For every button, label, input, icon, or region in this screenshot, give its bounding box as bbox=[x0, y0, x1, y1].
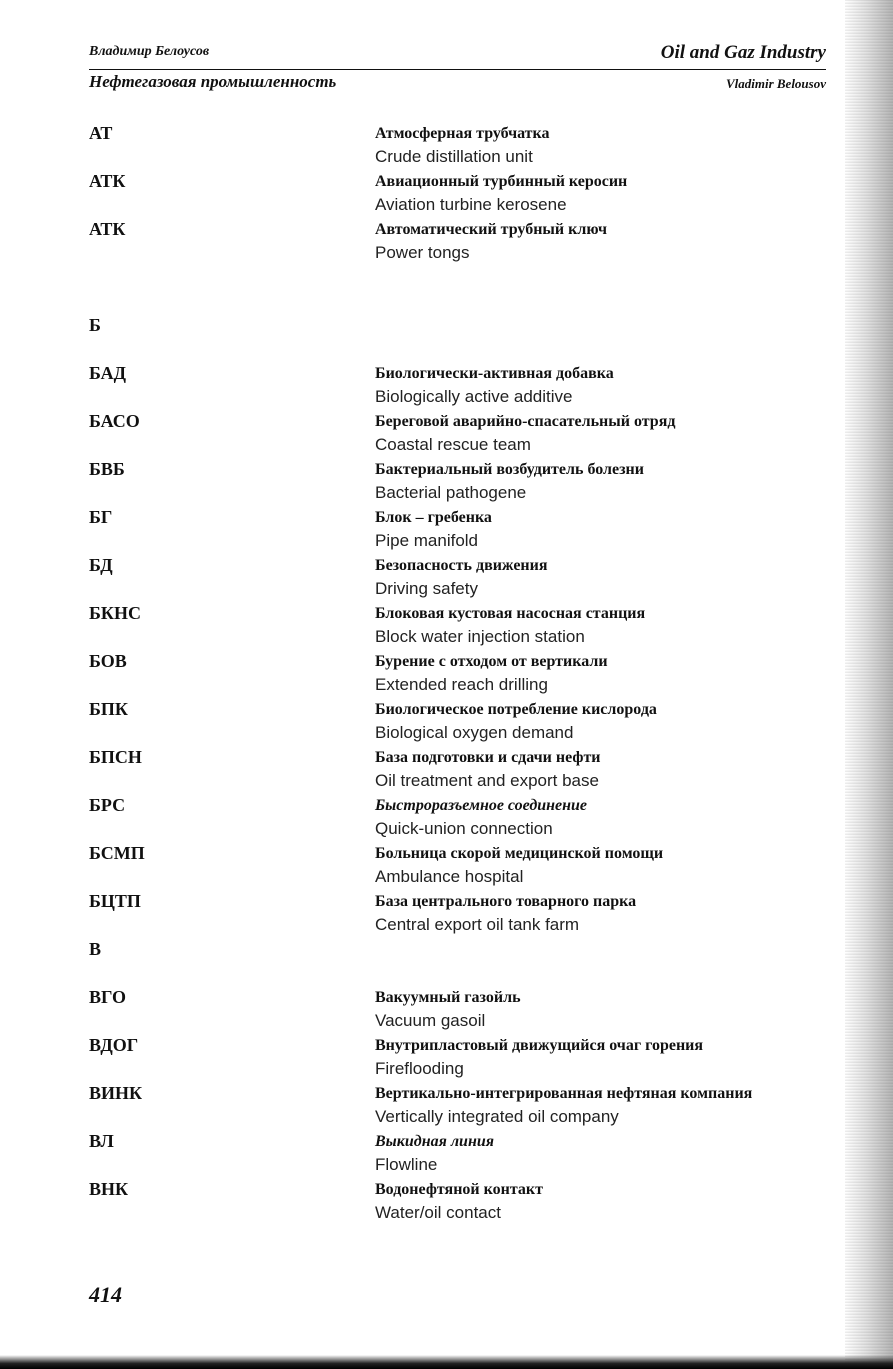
glossary-entry bbox=[89, 170, 829, 218]
entry-russian-term: Береговой аварийно-спасательный отряд bbox=[375, 413, 676, 430]
entry-english-term: Block water injection station bbox=[375, 627, 585, 646]
glossary-entry bbox=[89, 794, 829, 842]
entry-english-term: Fireflooding bbox=[375, 1059, 464, 1078]
entry-russian-term: База подготовки и сдачи нефти bbox=[375, 749, 601, 766]
entry-english-term: Aviation turbine kerosene bbox=[375, 195, 567, 214]
entry-abbreviation: ВДОГ bbox=[89, 1035, 139, 1055]
section-letter bbox=[89, 938, 829, 986]
entry-abbreviation: БПСН bbox=[89, 747, 142, 767]
entry-russian-term: Быстроразъемное соединение bbox=[375, 797, 588, 814]
entry-english-term: Extended reach drilling bbox=[375, 675, 548, 694]
entry-abbreviation: ВЛ bbox=[89, 1131, 114, 1151]
entry-english-term: Central export oil tank farm bbox=[375, 915, 580, 934]
glossary-entry bbox=[89, 1082, 829, 1130]
section-gap bbox=[89, 266, 829, 314]
glossary-entry bbox=[89, 410, 829, 458]
entry-english-term: Biologically active additive bbox=[375, 387, 573, 406]
entry-russian-term: Биологическое потребление кислорода bbox=[375, 701, 657, 718]
entry-russian-term: Вертикально-интегрированная нефтяная компания bbox=[375, 1085, 753, 1102]
section-letter-label: В bbox=[89, 939, 102, 959]
entry-russian-term: Блоковая кустовая насосная станция bbox=[375, 605, 646, 622]
entry-abbreviation: ВГО bbox=[89, 987, 127, 1007]
entry-russian-term: Атмосферная трубчатка bbox=[375, 125, 550, 142]
entry-english-term: Power tongs bbox=[375, 243, 470, 262]
glossary-entry bbox=[89, 650, 829, 698]
entry-abbreviation: ВНК bbox=[89, 1179, 129, 1199]
header-rule bbox=[89, 69, 826, 70]
section-letter bbox=[89, 314, 829, 362]
entry-russian-term: Внутрипластовый движущийся очаг горения bbox=[375, 1037, 704, 1054]
entry-russian-term: Блок – гребенка bbox=[375, 509, 492, 526]
glossary-entry bbox=[89, 122, 829, 170]
entry-abbreviation: БОВ bbox=[89, 651, 127, 671]
entry-russian-term: Вакуумный газойль bbox=[375, 989, 521, 1006]
entry-abbreviation: АТК bbox=[89, 171, 126, 191]
section-letter-label: Б bbox=[89, 315, 101, 335]
entry-english-term: Ambulance hospital bbox=[375, 867, 524, 886]
entry-russian-term: Автоматический трубный ключ bbox=[375, 221, 607, 238]
entry-abbreviation: БД bbox=[89, 555, 113, 575]
entry-abbreviation: БПК bbox=[89, 699, 128, 719]
entry-abbreviation: БСМП bbox=[89, 843, 145, 863]
entry-english-term: Flowline bbox=[375, 1155, 438, 1174]
entry-russian-term: База центрального товарного парка bbox=[375, 893, 637, 910]
entry-english-term: Vertically integrated oil company bbox=[375, 1107, 619, 1126]
glossary-entry bbox=[89, 746, 829, 794]
entry-abbreviation: БАД bbox=[89, 363, 127, 383]
entry-russian-term: Безопасность движения bbox=[375, 557, 548, 574]
entry-russian-term: Выкидная линия bbox=[375, 1133, 494, 1150]
entry-russian-term: Бактериальный возбудитель болезни bbox=[375, 461, 644, 478]
header-title-ru: Нефтегазовая промышленность bbox=[89, 72, 337, 91]
header-title-en: Oil and Gaz Industry bbox=[660, 42, 826, 63]
header-author-en: Vladimir Belousov bbox=[725, 76, 826, 91]
entry-abbreviation: АТ bbox=[89, 123, 113, 143]
scan-shadow-edge bbox=[845, 0, 893, 1369]
entry-abbreviation: БГ bbox=[89, 507, 113, 527]
entry-abbreviation: АТК bbox=[89, 219, 126, 239]
entry-russian-term: Авиационный турбинный керосин bbox=[375, 173, 628, 190]
entry-english-term: Pipe manifold bbox=[375, 531, 479, 550]
page-number: 414 bbox=[89, 1282, 122, 1307]
entry-russian-term: Бурение с отходом от вертикали bbox=[375, 653, 608, 670]
entry-abbreviation: ВИНК bbox=[89, 1083, 143, 1103]
entry-english-term: Quick-union connection bbox=[375, 819, 553, 838]
entry-abbreviation: БКНС bbox=[89, 603, 141, 623]
entry-english-term: Bacterial pathogene bbox=[375, 483, 527, 502]
entry-abbreviation: БАСО bbox=[89, 411, 140, 431]
glossary-entry bbox=[89, 890, 829, 938]
entry-russian-term: Больница скорой медицинской помощи bbox=[375, 845, 664, 862]
glossary-entry bbox=[89, 554, 829, 602]
entry-russian-term: Водонефтяной контакт bbox=[375, 1181, 543, 1198]
glossary-entry bbox=[89, 506, 829, 554]
glossary-entry bbox=[89, 1130, 829, 1178]
glossary-entry bbox=[89, 986, 829, 1034]
entry-english-term: Water/oil contact bbox=[375, 1203, 501, 1222]
glossary-entry bbox=[89, 458, 829, 506]
glossary-entry bbox=[89, 842, 829, 890]
entry-abbreviation: БЦТП bbox=[89, 891, 141, 911]
entry-english-term: Vacuum gasoil bbox=[375, 1011, 486, 1030]
entry-english-term: Crude distillation unit bbox=[375, 147, 533, 166]
scan-shadow-bottom bbox=[0, 1355, 893, 1369]
glossary-entry bbox=[89, 698, 829, 746]
header-author-ru: Владимир Белоусов bbox=[89, 44, 210, 59]
glossary-entry bbox=[89, 602, 829, 650]
entry-abbreviation: БРС bbox=[89, 795, 126, 815]
glossary-entry bbox=[89, 362, 829, 410]
glossary-content bbox=[89, 122, 829, 1226]
glossary-entry bbox=[89, 1178, 829, 1226]
entry-russian-term: Биологически-активная добавка bbox=[375, 365, 614, 382]
entry-english-term: Biological oxygen demand bbox=[375, 723, 574, 742]
entry-english-term: Coastal rescue team bbox=[375, 435, 531, 454]
entry-abbreviation: БВБ bbox=[89, 459, 125, 479]
glossary-entry bbox=[89, 1034, 829, 1082]
glossary-entry bbox=[89, 218, 829, 266]
entry-english-term: Driving safety bbox=[375, 579, 478, 598]
entry-english-term: Oil treatment and export base bbox=[375, 771, 599, 790]
